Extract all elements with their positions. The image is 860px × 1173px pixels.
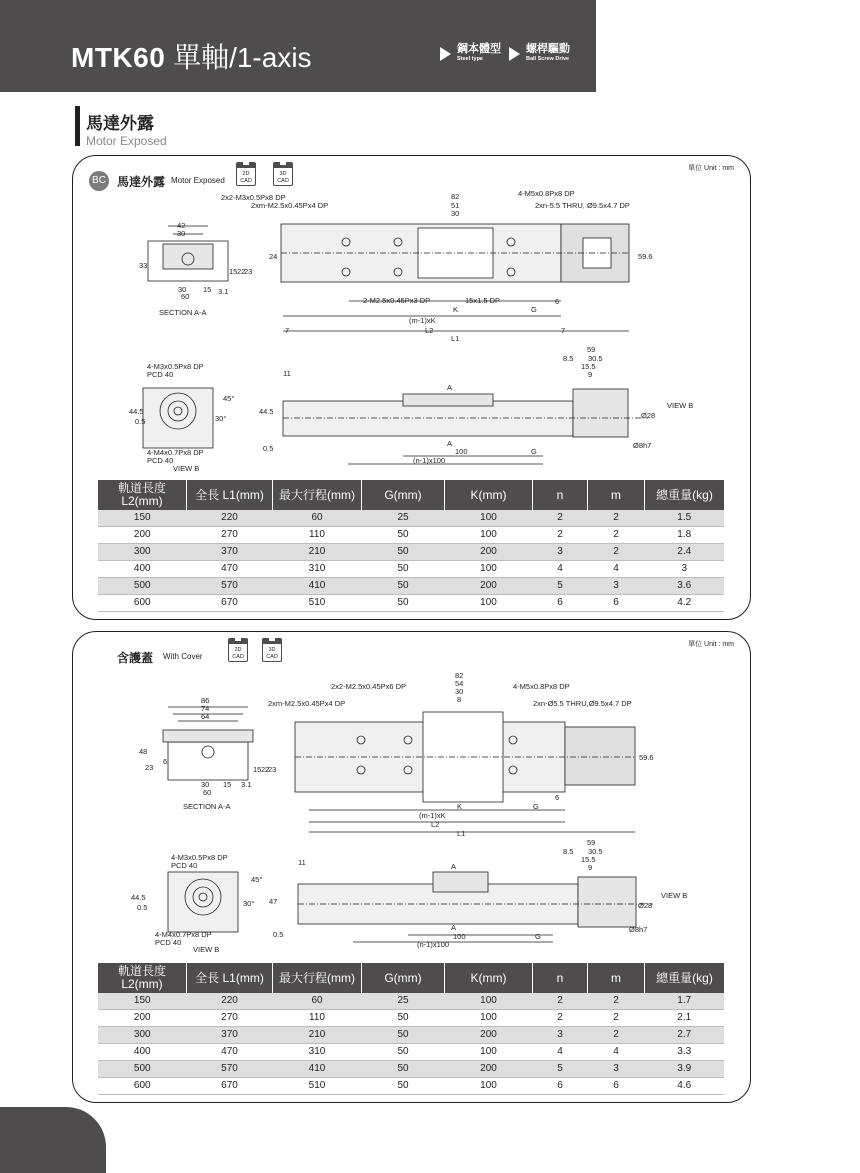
- table-cell: 210: [273, 544, 362, 561]
- dim-k: K: [457, 802, 463, 811]
- table-cell: 5: [533, 1061, 588, 1078]
- table-cell: 4: [588, 561, 645, 578]
- sec-dim-22: 22: [261, 765, 270, 774]
- table-row: [98, 561, 724, 578]
- view-angle-45: 45°: [251, 875, 263, 884]
- table-cell: 270: [187, 527, 273, 544]
- side-view-motor: [573, 389, 628, 437]
- table-cell: 570: [187, 578, 273, 595]
- section-body: [168, 742, 248, 780]
- table-cell: 100: [445, 1078, 533, 1095]
- table-cell: 4: [588, 1044, 645, 1061]
- table-row: [98, 527, 724, 544]
- side-view-b: VIEW B: [667, 401, 694, 410]
- table-cell: 410: [273, 578, 362, 595]
- side-a-top: A: [447, 383, 453, 392]
- view-b-flange: [143, 388, 213, 448]
- label-m2-5-dp: 2xm-M2.5x0.45Px4 DP: [251, 201, 329, 210]
- side-view-b: VIEW B: [661, 891, 688, 900]
- cad-3d-icon[interactable]: 3D CAD: [273, 162, 293, 186]
- dim-k: K: [453, 305, 459, 314]
- table-cell: 470: [187, 1044, 273, 1061]
- table-cell: 670: [187, 1078, 273, 1095]
- view-b-caption: VIEW B: [173, 464, 200, 473]
- breadcrumb: [440, 44, 578, 63]
- table-cell: 510: [273, 595, 362, 612]
- table-cell: 1.8: [645, 527, 725, 544]
- view-pcd2-label: PCD 40: [147, 456, 174, 465]
- side-dim-8-5: 8.5: [563, 354, 574, 363]
- table-cell: 50: [362, 527, 445, 544]
- side-dim-15-5: 15.5: [581, 362, 596, 371]
- sec-dim-30: 30: [177, 229, 186, 238]
- view-angle-30: 30°: [243, 899, 255, 908]
- side-dim-47: 47: [269, 897, 278, 906]
- breadcrumb-item-zh: 螺桿驅動: [526, 43, 570, 55]
- view-pcd-label: PCD 40: [171, 861, 198, 870]
- side-a-top: A: [451, 862, 457, 871]
- dim-l2: L2: [431, 820, 440, 829]
- table-cell: 210: [273, 1027, 362, 1044]
- col-header: n: [533, 480, 588, 510]
- table-cell: 200: [445, 1027, 533, 1044]
- table-cell: 100: [445, 595, 533, 612]
- sec-dim-60: 60: [203, 788, 212, 797]
- col-header: G(mm): [362, 963, 445, 993]
- table-row: [98, 993, 724, 1010]
- table-cell: 600: [98, 1078, 187, 1095]
- table-cell: 600: [98, 595, 187, 612]
- view-dim-0-5: 0.5: [135, 417, 146, 426]
- view-m4-label: 4-M4x0.7Px8 DP: [147, 448, 204, 457]
- table-cell: 100: [445, 510, 533, 527]
- label-m2-5-6dp: 2x2-M2.5x0.45Px6 DP: [331, 682, 407, 691]
- side-dim-n100: (n-1)x100: [413, 456, 446, 465]
- table-row: [98, 544, 724, 561]
- view-angle-30: 30°: [215, 414, 227, 423]
- label-m3-dp: 2x2-M3x0.5Px8 DP: [221, 193, 286, 202]
- panel-subtitle: Motor Exposed: [171, 176, 225, 185]
- table-cell: 6: [588, 595, 645, 612]
- table-cell: 50: [362, 544, 445, 561]
- dim-54: 54: [455, 679, 464, 688]
- table-cell: 100: [445, 527, 533, 544]
- table-row: [98, 510, 724, 527]
- spec-table-with-cover: [98, 963, 724, 1095]
- view-m3-label: 4-M3x0.5Px8 DP: [147, 362, 204, 371]
- side-dim-100: 100: [455, 447, 468, 456]
- label-m5-dp: 4-M5x0.8Px8 DP: [513, 682, 570, 691]
- dim-mk: (m-1)xK: [419, 811, 446, 820]
- sec-dim-15: 15: [223, 780, 232, 789]
- view-b-caption: VIEW B: [193, 945, 220, 954]
- model-name: MTK60: [71, 42, 166, 73]
- side-dim-44-5: 44.5: [259, 407, 274, 416]
- sec-dim-15: 15: [203, 285, 212, 294]
- table-row: [98, 1061, 724, 1078]
- table-header-row: [98, 480, 724, 510]
- table-row: [98, 1027, 724, 1044]
- arrow-right-icon: [440, 47, 451, 61]
- dim-7-left: 7: [285, 326, 290, 335]
- side-dim-9: 9: [588, 370, 593, 379]
- dim-6: 6: [555, 297, 560, 306]
- side-a-bottom: A: [447, 439, 453, 448]
- panel-title: 含護蓋: [117, 651, 154, 665]
- col-header: G(mm): [362, 480, 445, 510]
- table-cell: 410: [273, 1061, 362, 1078]
- sec-dim-23: 23: [244, 267, 253, 276]
- table-cell: 300: [98, 544, 187, 561]
- side-dim-30-5: 30.5: [588, 354, 603, 363]
- table-cell: 50: [362, 1027, 445, 1044]
- col-header: m: [588, 963, 645, 993]
- table-cell: 6: [588, 1078, 645, 1095]
- table-cell: 6: [533, 595, 588, 612]
- side-dim-8h7: Ø8h7: [633, 441, 652, 450]
- view-dim-44-5: 44.5: [129, 407, 144, 416]
- col-header: K(mm): [445, 963, 533, 993]
- drawing-with-cover: [73, 632, 750, 967]
- sec-dim-30b: 30: [178, 285, 187, 294]
- col-header: 總重量(kg): [645, 480, 725, 510]
- side-dim-g: G: [535, 932, 541, 941]
- table-cell: 60: [273, 993, 362, 1010]
- table-cell: 2: [533, 993, 588, 1010]
- sec-dim-86: 86: [201, 696, 210, 705]
- dim-l1: L1: [457, 829, 466, 838]
- col-header: 軌道長度 L2(mm): [98, 963, 187, 993]
- table-row: [98, 578, 724, 595]
- col-header: 總重量(kg): [645, 963, 725, 993]
- label-thru: 2xn-5.5 THRU, Ø9.5x4.7 DP: [535, 201, 630, 210]
- side-dim-9: 9: [588, 863, 593, 872]
- dim-82: 82: [451, 192, 460, 201]
- table-cell: 4.2: [645, 595, 725, 612]
- dim-82: 82: [455, 671, 464, 680]
- table-cell: 2.7: [645, 1027, 725, 1044]
- dim-59-6: 59.6: [638, 252, 653, 261]
- table-cell: 370: [187, 544, 273, 561]
- sec-dim-48: 48: [139, 747, 148, 756]
- sec-dim-42: 42: [177, 221, 186, 230]
- table-cell: 150: [98, 993, 187, 1010]
- table-cell: 100: [445, 1044, 533, 1061]
- view-m3-label: 4-M3x0.5Px8 DP: [171, 853, 228, 862]
- side-dim-59: 59: [587, 838, 596, 847]
- section-title: 馬達外露: [86, 114, 154, 133]
- dim-l1: L1: [451, 334, 460, 343]
- sec-dim-30: 30: [201, 780, 210, 789]
- table-cell: 50: [362, 1061, 445, 1078]
- table-cell: 2: [588, 1010, 645, 1027]
- view-dim-0-5: 0.5: [137, 903, 148, 912]
- col-header: m: [588, 480, 645, 510]
- sec-dim-33: 33: [139, 261, 148, 270]
- arrow-right-icon: [509, 47, 520, 61]
- table-cell: 50: [362, 1044, 445, 1061]
- section-marker: [75, 106, 80, 146]
- label-m2-5-dp: 2xm-M2.5x0.45Px4 DP: [268, 699, 346, 708]
- dim-59-6: 59.6: [639, 753, 654, 762]
- table-cell: 110: [273, 527, 362, 544]
- section-screw: [202, 746, 214, 758]
- table-cell: 1.5: [645, 510, 725, 527]
- table-cell: 2: [588, 1027, 645, 1044]
- table-cell: 310: [273, 561, 362, 578]
- breadcrumb-item-en: Steel type: [457, 56, 483, 62]
- panel-motor-exposed: [72, 155, 751, 620]
- col-header: 全長 L1(mm): [187, 963, 273, 993]
- table-cell: 2: [588, 993, 645, 1010]
- cad-2d-icon[interactable]: 2D CAD: [236, 162, 256, 186]
- table-cell: 670: [187, 595, 273, 612]
- side-dim-8-5: 8.5: [563, 847, 574, 856]
- breadcrumb-item[interactable]: [526, 44, 570, 63]
- dim-24: 24: [269, 252, 278, 261]
- side-dim-0-5: 0.5: [263, 444, 274, 453]
- col-header: 全長 L1(mm): [187, 480, 273, 510]
- table-cell: 50: [362, 595, 445, 612]
- product-title: [71, 36, 312, 76]
- panel-subtitle: With Cover: [163, 652, 203, 661]
- table-cell: 50: [362, 561, 445, 578]
- table-cell: 3.6: [645, 578, 725, 595]
- table-cell: 25: [362, 510, 445, 527]
- unit-label: 單位 Unit : mm: [688, 165, 734, 172]
- table-cell: 6: [533, 1078, 588, 1095]
- col-header: 軌道長度 L2(mm): [98, 480, 187, 510]
- bc-badge: BC: [89, 171, 109, 191]
- spec-table-motor-exposed: [98, 480, 724, 612]
- table-cell: 2.1: [645, 1010, 725, 1027]
- table-cell: 220: [187, 993, 273, 1010]
- breadcrumb-item-zh: 鋼本體型: [457, 43, 501, 55]
- table-cell: 3: [533, 1027, 588, 1044]
- table-cell: 2: [588, 544, 645, 561]
- dim-7-right: 7: [561, 326, 566, 335]
- table-cell: 50: [362, 1010, 445, 1027]
- unit-label: 單位 Unit : mm: [688, 641, 734, 648]
- sec-dim-3-1: 3.1: [241, 780, 252, 789]
- panel-title: 馬達外露: [117, 175, 166, 189]
- side-dim-g: G: [531, 447, 537, 456]
- side-dim-0-5: 0.5: [273, 930, 284, 939]
- table-cell: 500: [98, 1061, 187, 1078]
- section-a-a-label: SECTION A-A: [159, 308, 207, 317]
- table-cell: 200: [445, 1061, 533, 1078]
- col-header: 最大行程(mm): [273, 963, 362, 993]
- table-cell: 200: [445, 544, 533, 561]
- sec-dim-15b: 15: [253, 765, 262, 774]
- side-view-motor: [578, 877, 636, 927]
- table-cell: 100: [445, 561, 533, 578]
- table-cell: 2: [588, 527, 645, 544]
- breadcrumb-item-en: Ball Screw Drive: [526, 56, 570, 62]
- sec-dim-60: 60: [181, 292, 190, 301]
- table-cell: 3: [645, 561, 725, 578]
- side-view-carriage: [403, 394, 493, 406]
- table-cell: 60: [273, 510, 362, 527]
- table-cell: 370: [187, 1027, 273, 1044]
- table-cell: 2: [533, 1010, 588, 1027]
- dim-6: 6: [555, 793, 560, 802]
- table-cell: 1.7: [645, 993, 725, 1010]
- table-cell: 100: [445, 1010, 533, 1027]
- view-angle-45: 45°: [223, 394, 235, 403]
- table-cell: 400: [98, 561, 187, 578]
- drawing-motor-exposed: [73, 156, 750, 486]
- col-header: n: [533, 963, 588, 993]
- side-dim-n100: (n-1)x100: [417, 940, 450, 949]
- table-cell: 220: [187, 510, 273, 527]
- col-header: K(mm): [445, 480, 533, 510]
- breadcrumb-item[interactable]: [457, 44, 501, 63]
- side-dim-100: 100: [453, 932, 466, 941]
- table-cell: 2: [533, 527, 588, 544]
- table-cell: 3: [533, 544, 588, 561]
- label-lower-dp2: 15x1.5 DP: [465, 296, 501, 305]
- table-cell: 310: [273, 1044, 362, 1061]
- table-cell: 150: [98, 510, 187, 527]
- top-view-motor: [565, 727, 635, 785]
- table-row: [98, 595, 724, 612]
- view-pcd-label: PCD 40: [147, 370, 174, 379]
- side-a-bottom: A: [451, 923, 457, 932]
- side-dim-28: Ø28: [638, 901, 653, 910]
- view-pcd2-label: PCD 40: [155, 938, 182, 947]
- label-thru: 2xn-Ø5.5 THRU,Ø9.5x4.7 DP: [533, 699, 632, 708]
- side-dim-28: Ø28: [641, 411, 656, 420]
- view-b-flange: [168, 872, 238, 932]
- table-cell: 510: [273, 1078, 362, 1095]
- side-dim-11: 11: [298, 858, 306, 867]
- table-cell: 3: [588, 1061, 645, 1078]
- side-dim-8h7: Ø8h7: [629, 925, 648, 934]
- table-cell: 270: [187, 1010, 273, 1027]
- table-cell: 3.3: [645, 1044, 725, 1061]
- dim-l2: L2: [425, 326, 434, 335]
- table-cell: 400: [98, 1044, 187, 1061]
- table-cell: 25: [362, 993, 445, 1010]
- table-cell: 570: [187, 1061, 273, 1078]
- view-m4-label: 4-M4x0.7Px8 DP: [155, 930, 212, 939]
- dim-g: G: [533, 802, 539, 811]
- table-cell: 3: [588, 578, 645, 595]
- panel-with-cover: [72, 631, 751, 1103]
- table-cell: 200: [445, 578, 533, 595]
- table-cell: 100: [445, 993, 533, 1010]
- sec-dim-64: 64: [201, 712, 210, 721]
- section-subtitle: Motor Exposed: [86, 134, 167, 148]
- dim-30: 30: [455, 687, 464, 696]
- cad-3d-icon[interactable]: 3D CAD: [262, 638, 282, 662]
- side-view-carriage: [433, 872, 488, 892]
- table-cell: 2: [588, 510, 645, 527]
- page-corner-decoration: [0, 1107, 106, 1173]
- table-cell: 470: [187, 561, 273, 578]
- view-dim-44-5: 44.5: [131, 893, 146, 902]
- side-dim-30-5: 30.5: [588, 847, 603, 856]
- sec-dim-3-1: 3.1: [218, 287, 229, 296]
- table-row: [98, 1010, 724, 1027]
- table-cell: 200: [98, 1010, 187, 1027]
- sec-dim-22: 22: [237, 267, 246, 276]
- table-cell: 500: [98, 578, 187, 595]
- table-row: [98, 1078, 724, 1095]
- dim-g: G: [531, 305, 537, 314]
- dim-mk: (m-1)xK: [409, 316, 436, 325]
- dim-30: 30: [451, 209, 460, 218]
- sec-dim-23b: 23: [268, 765, 277, 774]
- side-dim-11: 11: [283, 369, 291, 378]
- side-dim-15-5: 15.5: [581, 855, 596, 864]
- section-cover: [163, 730, 253, 742]
- sec-dim-74: 74: [201, 704, 210, 713]
- table-cell: 3.9: [645, 1061, 725, 1078]
- col-header: 最大行程(mm): [273, 480, 362, 510]
- table-cell: 50: [362, 1078, 445, 1095]
- table-cell: 5: [533, 578, 588, 595]
- label-m5-dp: 4-M5x0.8Px8 DP: [518, 189, 575, 198]
- table-cell: 2.4: [645, 544, 725, 561]
- label-lower-dp: 2-M2.5x0.45Px3 DP: [363, 296, 431, 305]
- sec-dim-6: 6: [163, 757, 168, 766]
- table-cell: 50: [362, 578, 445, 595]
- table-cell: 110: [273, 1010, 362, 1027]
- axis-label: 單軸/1-axis: [173, 42, 312, 73]
- table-cell: 2: [533, 510, 588, 527]
- table-row: [98, 1044, 724, 1061]
- side-dim-59: 59: [587, 345, 596, 354]
- table-cell: 4: [533, 1044, 588, 1061]
- section-a-a-label: SECTION A-A: [183, 802, 231, 811]
- table-cell: 300: [98, 1027, 187, 1044]
- sec-dim-23: 23: [145, 763, 154, 772]
- table-cell: 4: [533, 561, 588, 578]
- header-banner: [0, 0, 596, 92]
- table-header-row: [98, 963, 724, 993]
- table-cell: 4.6: [645, 1078, 725, 1095]
- table-cell: 200: [98, 527, 187, 544]
- dim-8: 8: [457, 695, 462, 704]
- dim-51: 51: [451, 201, 460, 210]
- sec-dim-15b: 15: [229, 267, 238, 276]
- cad-2d-icon[interactable]: 2D CAD: [228, 638, 248, 662]
